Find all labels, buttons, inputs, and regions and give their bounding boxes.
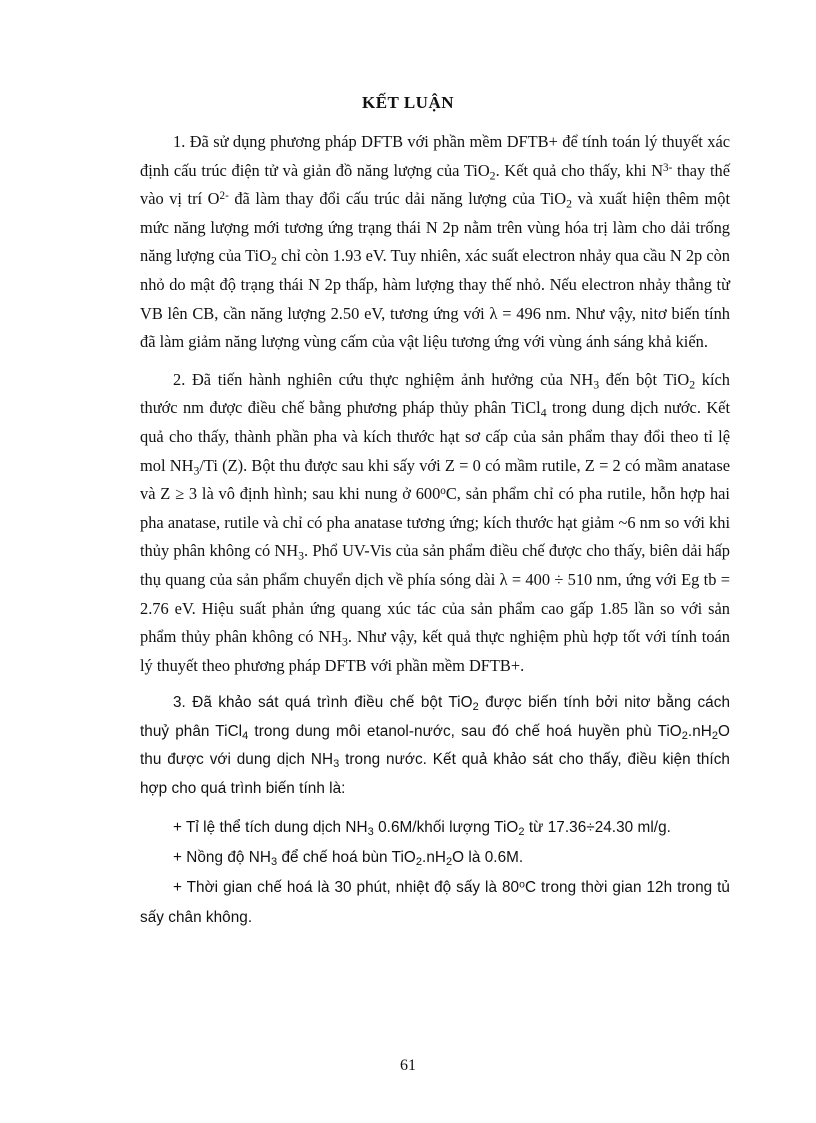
text-run: để chế hoá bùn TiO xyxy=(277,848,416,866)
text-run: 1. Đã sử dụng phương pháp DFTB với phần mềm DFTB+ để tính toán lý thuyết xác định cấu trúc điện tử và giản đồ năng lượng của TiO xyxy=(140,132,730,180)
text-run: . Phổ UV-Vis của sản phẩm điều chế được cho thấy, biên dải hấp thụ quang của sản phẩm chuyển dịch về phía sóng dài λ = 400 ÷ 510 nm, ứng với Eg tb = 2.76 eV. Hiệu suất phản ứng quang xúc tác của sản phẩm cao gấp 1.85 lần so với sản phẩm thủy phân không có NH xyxy=(140,541,730,647)
subscript: 2 xyxy=(518,825,525,838)
text-run: đã làm thay đổi cấu trúc dải năng lượng của TiO xyxy=(228,189,567,209)
superscript: 2- xyxy=(219,190,229,203)
subscript: 2 xyxy=(270,253,277,268)
text-run: kích thước nm được điều chế bằng phương pháp thủy phân TiCl xyxy=(140,369,730,418)
superscript: o xyxy=(440,485,446,498)
text-run: 3. Đã khảo sát quá trình điều chế bột TiO xyxy=(173,694,473,712)
subscript: 4 xyxy=(242,729,249,742)
text-run: .nH xyxy=(687,722,712,740)
text-run: 0.6M/khối lượng TiO xyxy=(373,818,519,836)
subscript: 2 xyxy=(446,855,453,868)
text-run: C trong thời gian 12h trong tủ sấy chân không. xyxy=(140,878,730,926)
subscript: 4 xyxy=(540,405,547,420)
section-title: KẾT LUẬN xyxy=(361,93,454,112)
text-run: và xuất hiện thêm một mức năng lượng mới tương ứng trạng thái N 2p nằm trên vùng hóa trị làm cho dải trống năng lượng của TiO xyxy=(140,189,730,266)
page-number: 61 xyxy=(400,1057,416,1074)
subscript: 3 xyxy=(367,825,374,838)
text-run: trong nước. Kết quả khảo sát cho thấy, điều kiện thích hợp cho quá trình biến tính là: xyxy=(140,751,730,798)
subscript: 3 xyxy=(193,462,200,477)
subscript: 2 xyxy=(415,855,423,868)
text-run: C, sản phẩm chỉ có pha rutile, hỗn hợp hai pha anatase, rutile và chỉ có pha anatase tương ứng; kích thước hạt giảm ~6 nm so với khi thủy phân không có NH xyxy=(140,484,730,561)
text-run: .nH xyxy=(422,848,446,866)
text-run: + Tỉ lệ thể tích dung dịch NH xyxy=(173,818,368,836)
conclusion-paragraph-3 xyxy=(140,689,730,803)
subscript: 3 xyxy=(341,634,348,649)
text-run: từ 17.36÷24.30 ml/g. xyxy=(524,818,671,836)
superscript: o xyxy=(519,878,525,890)
text-run: trong dung môi etanol-nước, sau đó chế hoá huyền phù TiO xyxy=(248,722,682,740)
body-text xyxy=(140,128,730,933)
conclusion-paragraph-1 xyxy=(140,128,730,357)
superscript: 3- xyxy=(663,161,673,174)
text-run: . Như vậy, kết quả thực nghiệm phù hợp tốt với tính toán lý thuyết theo phương pháp DFTB với phần mềm DFTB+. xyxy=(140,627,730,675)
conclusion-paragraph-2 xyxy=(140,366,730,681)
subscript: 3 xyxy=(298,548,304,563)
condition-item-1 xyxy=(140,813,730,843)
text-run: + Nồng độ NH xyxy=(173,848,271,866)
text-run: 2. Đã tiến hành nghiên cứu thực nghiệm ảnh hưởng của NH xyxy=(173,369,594,389)
subscript: 2 xyxy=(472,701,479,714)
subscript: 3 xyxy=(333,758,340,771)
subscript: 2 xyxy=(489,167,496,182)
subscript: 3 xyxy=(593,377,600,392)
subscript: 2 xyxy=(566,196,572,211)
text-run: thay thế vào vị trí O xyxy=(140,160,730,209)
subscript: 2 xyxy=(681,729,688,742)
text-run: + Thời gian chế hoá là 30 phút, nhiệt độ sấy là 80 xyxy=(173,878,520,896)
text-run: . Kết quả cho thấy, khi N xyxy=(495,160,664,180)
text-run: /Ti (Z). Bột thu được sau khi sấy với Z = 0 có mầm rutile, Z = 2 có mầm anatase và Z ≥ 3 là vô định hình; sau khi nung ở 600 xyxy=(140,455,730,504)
text-run: đến bột TiO xyxy=(599,369,690,389)
text-run: O là 0.6M. xyxy=(452,848,524,866)
text-run: O thu được với dung dịch NH xyxy=(140,722,730,769)
text-run: chỉ còn 1.93 eV. Tuy nhiên, xác suất electron nhảy qua cầu N 2p còn nhỏ do mật độ trạng thái N 2p thấp, hàm lượng thay thế nhỏ. Nếu electron nhảy thẳng từ VB lên CB, cần năng lượng 2.50 eV, tương ứng với λ = 496 nm. Như vậy, nitơ biến tính đã làm giảm năng lượng vùng cấm của vật liệu tương ứng với vùng ánh sáng khả kiến. xyxy=(140,246,730,352)
subscript: 2 xyxy=(689,377,696,392)
condition-item-2 xyxy=(140,843,730,873)
text-run: trong dung dịch nước. Kết quả cho thấy, thành phần pha và kích thước hạt sơ cấp của sản phẩm thay đổi theo tỉ lệ mol NH xyxy=(140,398,730,475)
text-run: được biến tính bởi nitơ bằng cách thuỷ phân TiCl xyxy=(140,694,730,740)
subscript: 3 xyxy=(270,855,278,868)
subscript: 2 xyxy=(711,729,719,742)
condition-item-3 xyxy=(140,873,730,933)
